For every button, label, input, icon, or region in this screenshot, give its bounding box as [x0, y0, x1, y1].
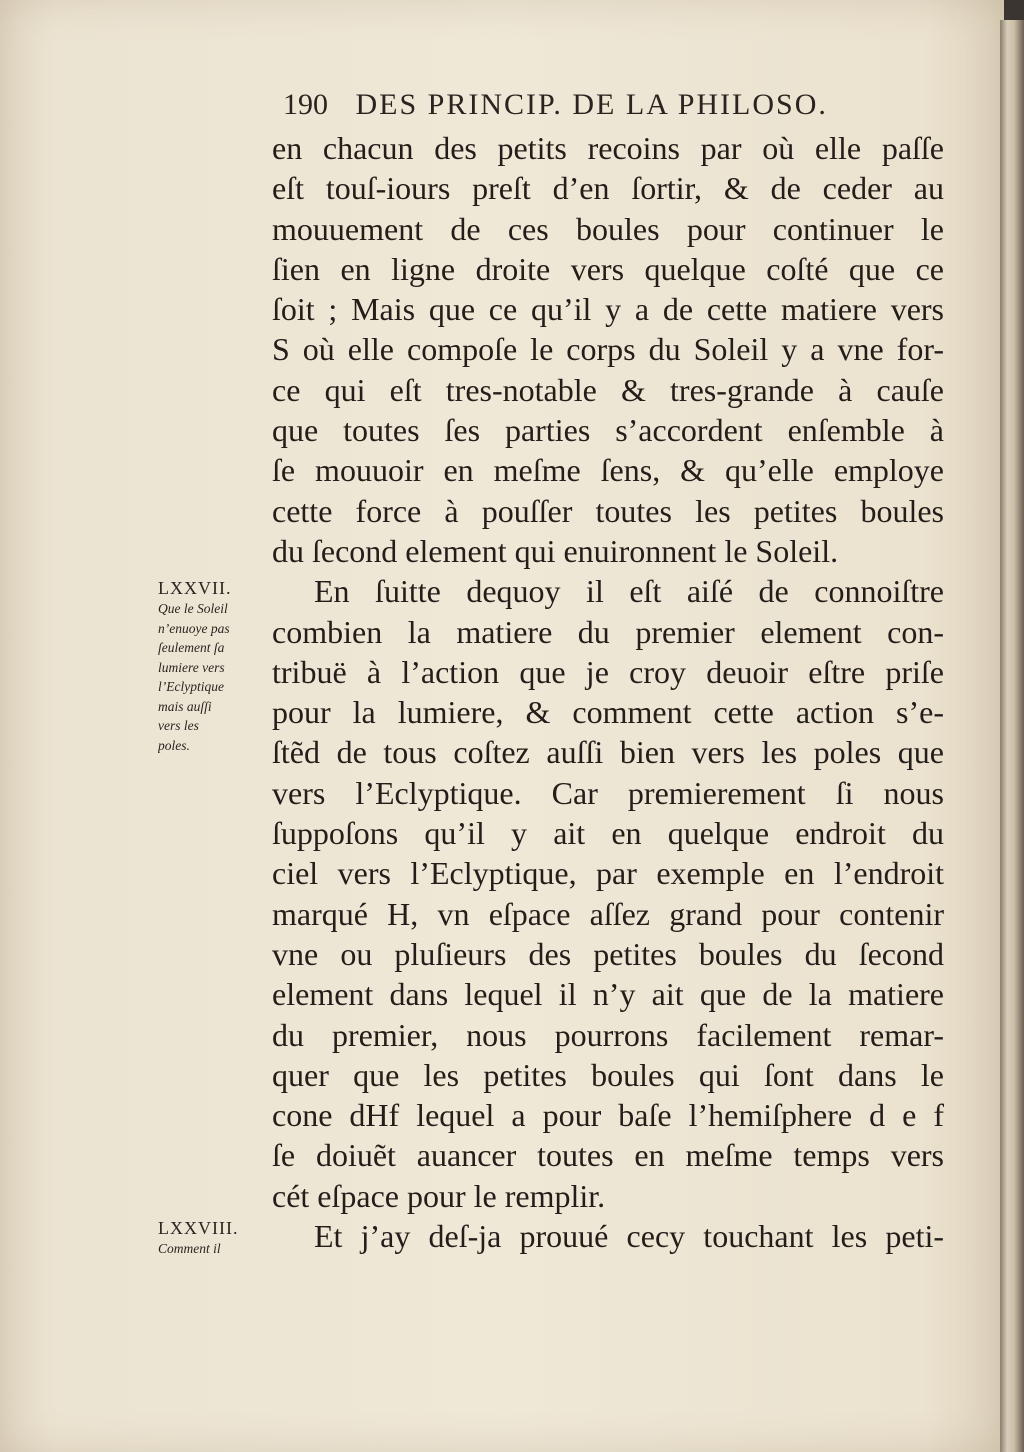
margin-note-number: LXXVIII. — [158, 1218, 239, 1238]
text-line: tribuë à l’action que je croy deuoir eſtre priſe — [272, 653, 944, 690]
text-line: mouuement de ces boules pour continuer le — [272, 210, 944, 247]
margin-note-number: LXXVII. — [158, 578, 232, 598]
text-line: cette force à pouſſer toutes les petites boules — [272, 492, 944, 529]
text-line: ſtẽd de tous coſtez auſſi bien vers les poles que — [272, 734, 944, 771]
margin-gloss-line: lumiere vers — [158, 659, 225, 675]
margin-note-78 — [158, 1218, 266, 1259]
text-line: cét eſpace pour le remplir. — [272, 1177, 606, 1214]
text-line: du premier, nous pourrons facilement remar- — [272, 1016, 944, 1053]
margin-gloss-line: vers les — [158, 718, 199, 733]
text-line: vne ou pluſieurs des petites boules du ſecond — [272, 935, 944, 972]
text-line: S où elle compoſe le corps du Soleil y a vne for- — [272, 331, 944, 368]
running-head — [283, 88, 943, 122]
margin-gloss-line: n’enuoye pas — [158, 620, 230, 636]
text-line: ſuppoſons qu’il y ait en quelque endroit du — [272, 815, 944, 852]
text-line: du ſecond element qui enuironnent le Soleil. — [272, 532, 839, 569]
running-title: DES PRINCIP. DE LA PHILOSO. — [355, 88, 828, 121]
margin-gloss-line: ſeulement ſa — [158, 640, 225, 655]
text-line: ſoit ; Mais que ce qu’il y a de cette matiere vers — [272, 291, 944, 328]
text-line: eſt touſ-iours preſt d’en ſortir, & de ceder au — [272, 170, 944, 207]
margin-note-77 — [158, 578, 266, 755]
text-line: combien la matiere du premier element con- — [272, 613, 944, 650]
text-line: en chacun des petits recoins par où elle paſſe — [272, 130, 944, 166]
margin-gloss-line: poles. — [158, 737, 190, 753]
page-edge — [1000, 20, 1024, 1452]
text-line: ce qui eſt tres-notable & tres-grande à cauſe — [272, 371, 944, 408]
margin-gloss-line: mais auſſi — [158, 698, 212, 714]
margin-gloss-line: Que le Soleil — [158, 601, 228, 616]
text-line: ciel vers l’Eclyptique, par exemple en l’endroit — [272, 855, 944, 892]
margin-gloss-line: Comment il — [158, 1241, 221, 1256]
text-line: pour la lumiere, & comment cette action s’e- — [272, 694, 944, 731]
text-line: element dans lequel il n’y ait que de la matiere — [272, 976, 944, 1013]
text-line: marqué H, vn eſpace aſſez grand pour contenir — [272, 895, 944, 932]
text-line: quer que les petites boules qui ſont dans le — [272, 1056, 944, 1093]
text-line: Et j’ay deſ-ja prouué cecy touchant les peti- — [314, 1218, 944, 1255]
margin-gloss-line: l’Eclyptique — [158, 679, 224, 694]
text-line: En ſuitte dequoy il eſt aiſé de connoiſtre — [314, 573, 944, 610]
text-line: ſien en ligne droite vers quelque coſté que ce — [272, 250, 944, 287]
body-text — [272, 128, 944, 1256]
text-line: ſe doiuẽt auancer toutes en meſme temps vers — [272, 1137, 944, 1174]
text-line: vers l’Eclyptique. Car premierement ſi nous — [272, 774, 944, 811]
text-line: cone dHf lequel a pour baſe l’hemiſphere d e f — [272, 1097, 944, 1134]
text-line: ſe mouuoir en meſme ſens, & qu’elle employe — [272, 452, 944, 489]
page-number: 190 — [283, 88, 328, 121]
text-line: que toutes ſes parties s’accordent enſemble à — [272, 412, 944, 449]
